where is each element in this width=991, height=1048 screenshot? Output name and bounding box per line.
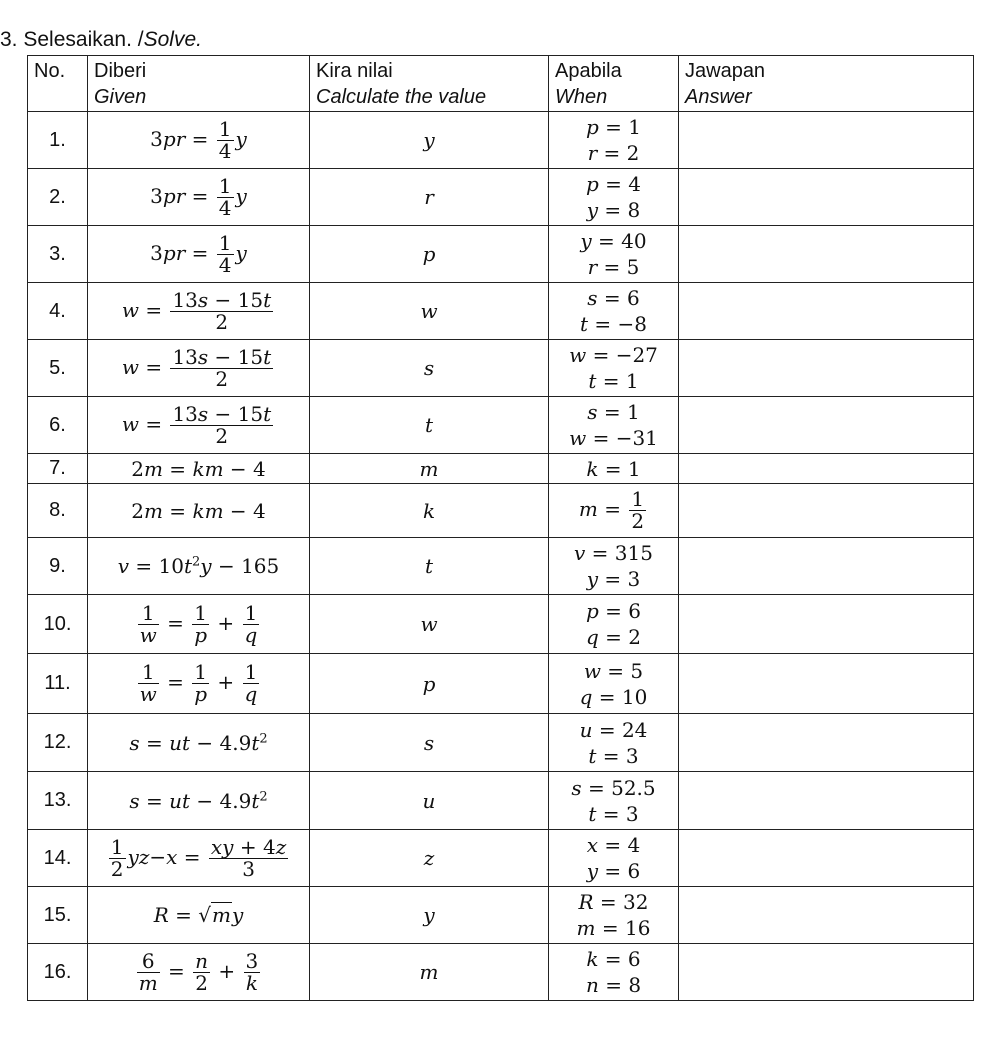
question-number: 12.	[28, 714, 88, 772]
question-number: 10.	[28, 595, 88, 654]
given-values	[549, 283, 679, 340]
given-value: n = 8	[585, 973, 642, 997]
given-formula: R = √my	[88, 887, 310, 944]
given-value: p = 6	[585, 599, 641, 623]
table-row	[28, 887, 974, 944]
given-value: R = 32	[578, 890, 649, 914]
given-value: y = 40	[580, 229, 647, 253]
calculate-variable: s	[310, 714, 549, 772]
question-number: 16.	[28, 944, 88, 1001]
given-formula: 3pr = $\frac{1}{4}$ y	[88, 169, 310, 226]
calculate-variable: r	[310, 169, 549, 226]
given-values	[549, 595, 679, 654]
answer-cell[interactable]	[679, 283, 974, 340]
question-number: 7.	[28, 454, 88, 484]
given-values	[549, 772, 679, 830]
given-value: w = 5	[583, 658, 644, 683]
given-value: k = 1	[586, 456, 641, 481]
given-value: t = 1	[588, 369, 639, 393]
given-values	[549, 112, 679, 169]
question-number: 5.	[28, 340, 88, 397]
given-value: p = 1	[585, 115, 641, 139]
given-value: t = 3	[588, 743, 639, 768]
heading-title-en: Solve.	[143, 28, 202, 51]
question-number: 2.	[28, 169, 88, 226]
given-value: u = 24	[579, 717, 648, 742]
exercise-table	[27, 55, 974, 1001]
answer-cell[interactable]	[679, 169, 974, 226]
question-number: 15.	[28, 887, 88, 944]
header-row	[28, 56, 974, 112]
calculate-variable: y	[310, 112, 549, 169]
table-row	[28, 283, 974, 340]
calculate-variable: z	[310, 830, 549, 887]
given-formula: w = $\frac{13s - 15t}{2}$	[88, 283, 310, 340]
answer-cell[interactable]	[679, 887, 974, 944]
given-formula: s = ut − $4.9t^2$	[88, 714, 310, 772]
heading-slash: /	[137, 28, 144, 51]
given-values	[549, 830, 679, 887]
answer-cell[interactable]	[679, 454, 974, 484]
answer-cell[interactable]	[679, 340, 974, 397]
given-formula: 2m = km − 4	[88, 484, 310, 538]
table-row	[28, 714, 974, 772]
exercise-heading	[0, 28, 202, 52]
table-row	[28, 169, 974, 226]
given-values	[549, 484, 679, 538]
calculate-variable: s	[310, 340, 549, 397]
table-row	[28, 226, 974, 283]
given-values	[549, 340, 679, 397]
calculate-variable: t	[310, 538, 549, 595]
question-number: 11.	[28, 654, 88, 714]
given-values	[549, 226, 679, 283]
table-row	[28, 112, 974, 169]
given-value: q = 10	[579, 684, 648, 709]
given-value: y = 6	[586, 859, 641, 883]
calculate-variable: m	[310, 944, 549, 1001]
answer-cell[interactable]	[679, 830, 974, 887]
calculate-variable: k	[310, 484, 549, 538]
given-value: s = 6	[587, 286, 640, 310]
table-row	[28, 944, 974, 1001]
header-given: Diberi Given	[88, 56, 310, 112]
given-formula: $\frac{6}{m}$ = $\frac{n}{2}$ + $\frac{3}{k}$	[88, 944, 310, 1001]
given-formula: 2m = km − 4	[88, 454, 310, 484]
table-row	[28, 340, 974, 397]
question-number: 4.	[28, 283, 88, 340]
question-number: 9.	[28, 538, 88, 595]
question-number: 6.	[28, 397, 88, 454]
heading-title-ms: Selesaikan.	[23, 28, 132, 51]
question-number: 13.	[28, 772, 88, 830]
question-number: 14.	[28, 830, 88, 887]
calculate-variable: y	[310, 887, 549, 944]
given-value: p = 4	[585, 172, 641, 196]
given-value: t = 3	[588, 801, 639, 826]
given-values	[549, 714, 679, 772]
table-row	[28, 654, 974, 714]
answer-cell[interactable]	[679, 714, 974, 772]
answer-cell[interactable]	[679, 397, 974, 454]
calculate-variable: p	[310, 654, 549, 714]
given-formula: $\frac{1}{2}$ yz−x = $\frac{xy + 4z}{3}$	[88, 830, 310, 887]
given-value: s = 1	[587, 400, 640, 424]
answer-cell[interactable]	[679, 112, 974, 169]
given-formula: w = $\frac{13s - 15t}{2}$	[88, 340, 310, 397]
answer-cell[interactable]	[679, 226, 974, 283]
header-calculate: Kira nilai Calculate the value	[310, 56, 549, 112]
given-value: y = 8	[586, 198, 641, 222]
given-value: s = 52.5	[571, 775, 656, 800]
table-row	[28, 595, 974, 654]
question-number: 8.	[28, 484, 88, 538]
given-values	[549, 654, 679, 714]
answer-cell[interactable]	[679, 484, 974, 538]
calculate-variable: t	[310, 397, 549, 454]
given-value: q = 2	[585, 625, 641, 649]
answer-cell[interactable]	[679, 772, 974, 830]
heading-number: 3.	[0, 28, 18, 51]
given-formula: 3pr = $\frac{1}{4}$ y	[88, 112, 310, 169]
calculate-variable: m	[310, 454, 549, 484]
question-number: 3.	[28, 226, 88, 283]
table-row	[28, 538, 974, 595]
given-value: y = 3	[586, 567, 641, 591]
table-row	[28, 484, 974, 538]
given-value: w = −31	[569, 426, 658, 450]
given-values	[549, 538, 679, 595]
given-values	[549, 944, 679, 1001]
answer-cell[interactable]	[679, 595, 974, 654]
header-no: No.	[28, 56, 88, 112]
answer-cell[interactable]	[679, 538, 974, 595]
calculate-variable: u	[310, 772, 549, 830]
calculate-variable: w	[310, 595, 549, 654]
table-row	[28, 397, 974, 454]
answer-cell[interactable]	[679, 944, 974, 1001]
given-formula: w = $\frac{13s - 15t}{2}$	[88, 397, 310, 454]
calculate-variable: p	[310, 226, 549, 283]
given-value: t = −8	[579, 312, 647, 336]
given-value: x = 4	[586, 833, 641, 857]
header-answer: Jawapan Answer	[679, 56, 974, 112]
given-values	[549, 454, 679, 484]
question-number: 1.	[28, 112, 88, 169]
given-formula: s = ut − $4.9t^2$	[88, 772, 310, 830]
given-formula: $\frac{1}{w}$ = $\frac{1}{p}$ + $\frac{1}{q}$	[88, 595, 310, 654]
header-when: Apabila When	[549, 56, 679, 112]
answer-cell[interactable]	[679, 654, 974, 714]
given-values	[549, 887, 679, 944]
given-value: r = 2	[587, 141, 640, 165]
given-values	[549, 397, 679, 454]
table-row	[28, 454, 974, 484]
given-value: r = 5	[587, 255, 640, 279]
given-value: m = 16	[576, 916, 651, 940]
given-formula: $\frac{1}{w}$ = $\frac{1}{p}$ + $\frac{1}{q}$	[88, 654, 310, 714]
given-value: v = 315	[574, 541, 653, 565]
given-formula: 3pr = $\frac{1}{4}$ y	[88, 226, 310, 283]
given-value: w = −27	[569, 343, 658, 367]
table-row	[28, 772, 974, 830]
given-values	[549, 169, 679, 226]
table-row	[28, 830, 974, 887]
calculate-variable: w	[310, 283, 549, 340]
given-value: k = 6	[586, 947, 641, 971]
given-formula: $v = 10t^2y - 165$	[88, 538, 310, 595]
given-value: m = $\frac{1}{2}$	[578, 487, 645, 533]
